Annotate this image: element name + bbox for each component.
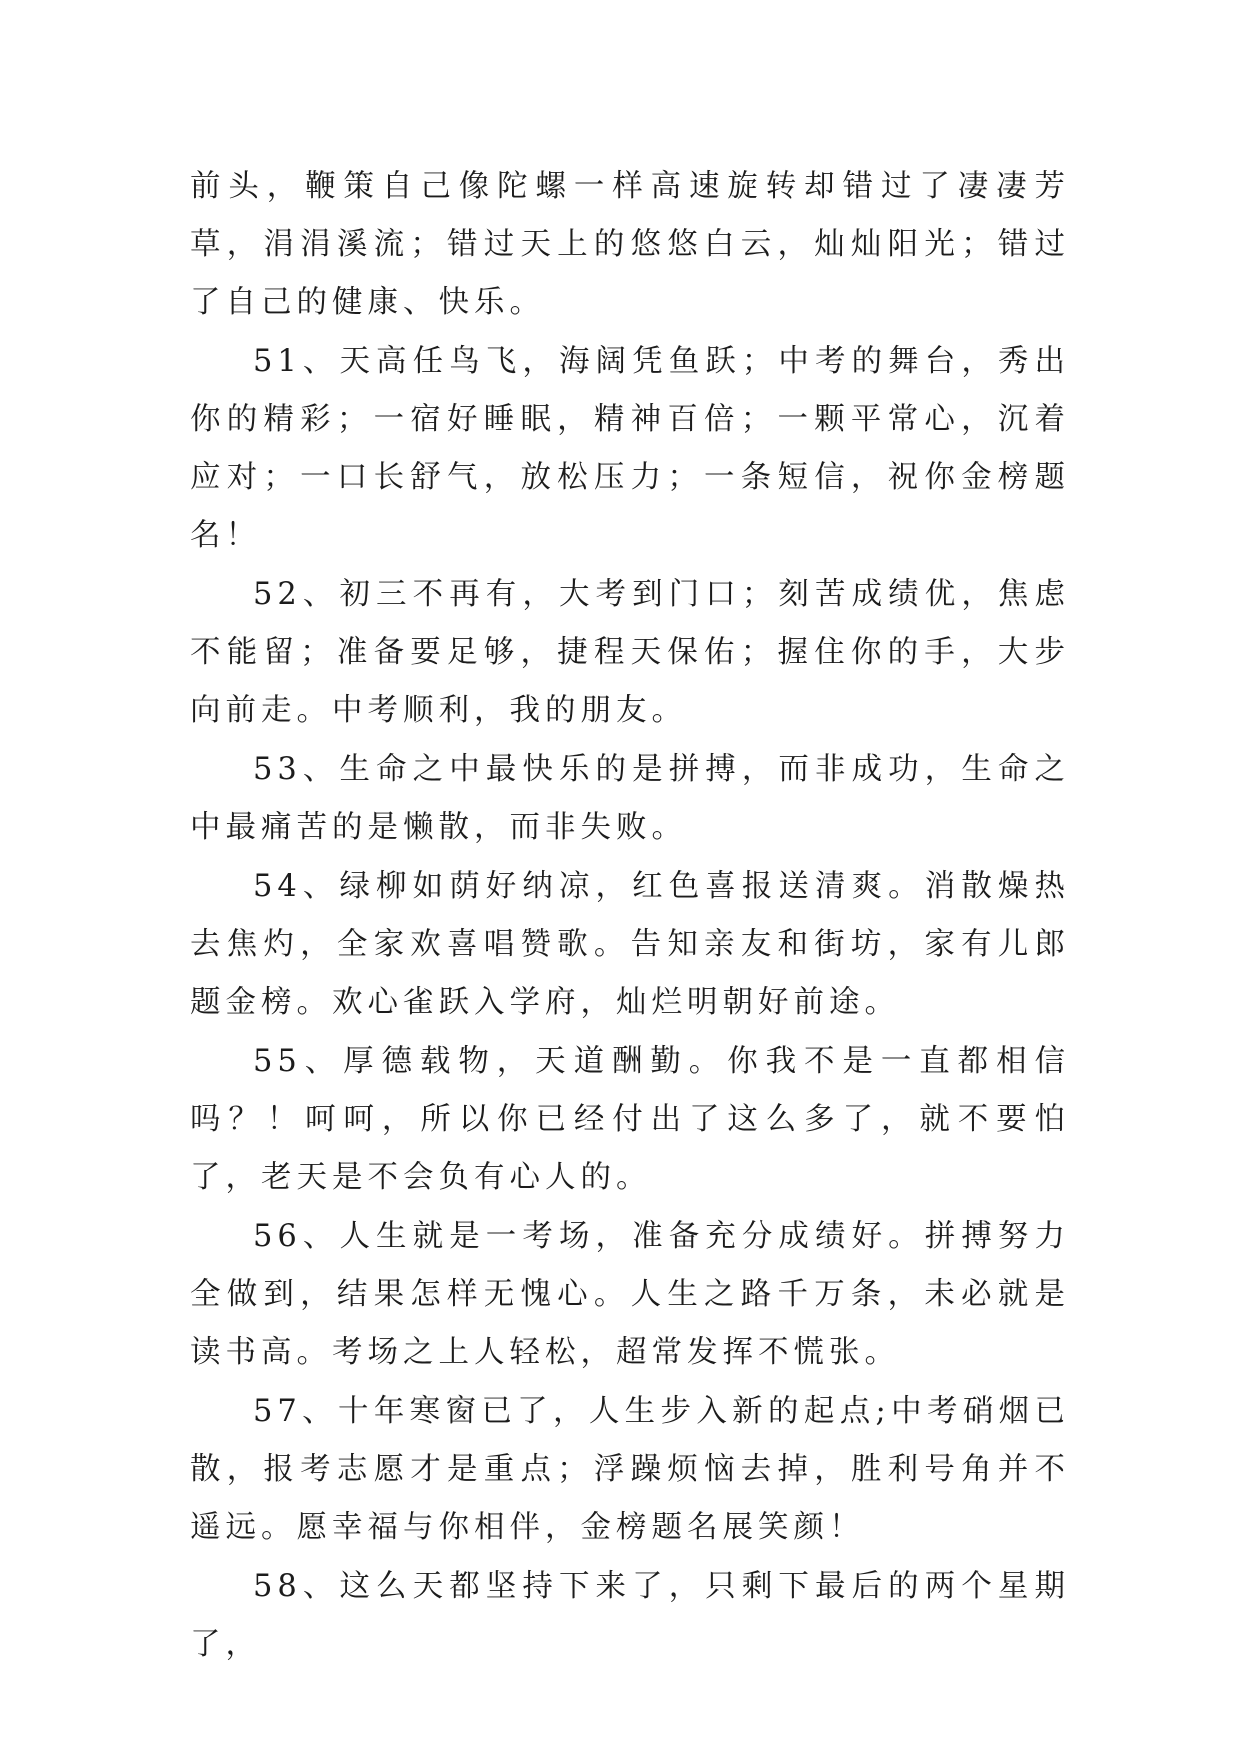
paragraph-54: 54、绿柳如荫好纳凉，红色喜报送清爽。消散燥热去焦灼，全家欢喜唱赞歌。告知亲友和街坊，家有儿郎题金榜。欢心雀跃入学府，灿烂明朝好前途。 xyxy=(190,869,1070,1020)
document-body xyxy=(190,158,1070,1675)
paragraph-continued: 前头，鞭策自己像陀螺一样高速旋转却错过了凄凄芳草，涓涓溪流；错过天上的悠悠白云，灿灿阳光；错过了自己的健康、快乐。 xyxy=(190,169,1070,320)
paragraph-55: 55、厚德载物，天道酬勤。你我不是一直都相信吗？！呵呵，所以你已经付出了这么多了，就不要怕了，老天是不会负有心人的。 xyxy=(190,1044,1070,1195)
paragraph-58: 58、这么天都坚持下来了，只剩下最后的两个星期了， xyxy=(190,1569,1070,1662)
paragraph-56: 56、人生就是一考场，准备充分成绩好。拼搏努力全做到，结果怎样无愧心。人生之路千万条，未必就是读书高。考场之上人轻松，超常发挥不慌张。 xyxy=(190,1219,1070,1370)
paragraph-52: 52、初三不再有，大考到门口；刻苦成绩优，焦虑不能留；准备要足够，捷程天保佑；握住你的手，大步向前走。中考顺利，我的朋友。 xyxy=(190,577,1070,728)
paragraph-57: 57、十年寒窗已了，人生步入新的起点;中考硝烟已散，报考志愿才是重点；浮躁烦恼去掉，胜利号角并不遥远。愿幸福与你相伴，金榜题名展笑颜！ xyxy=(190,1394,1070,1545)
paragraph-51: 51、天高任鸟飞，海阔凭鱼跃；中考的舞台，秀出你的精彩；一宿好睡眠，精神百倍；一颗平常心，沉着应对；一口长舒气，放松压力；一条短信，祝你金榜题名！ xyxy=(190,344,1070,553)
paragraph-53: 53、生命之中最快乐的是拼搏，而非成功，生命之中最痛苦的是懒散，而非失败。 xyxy=(190,752,1070,845)
